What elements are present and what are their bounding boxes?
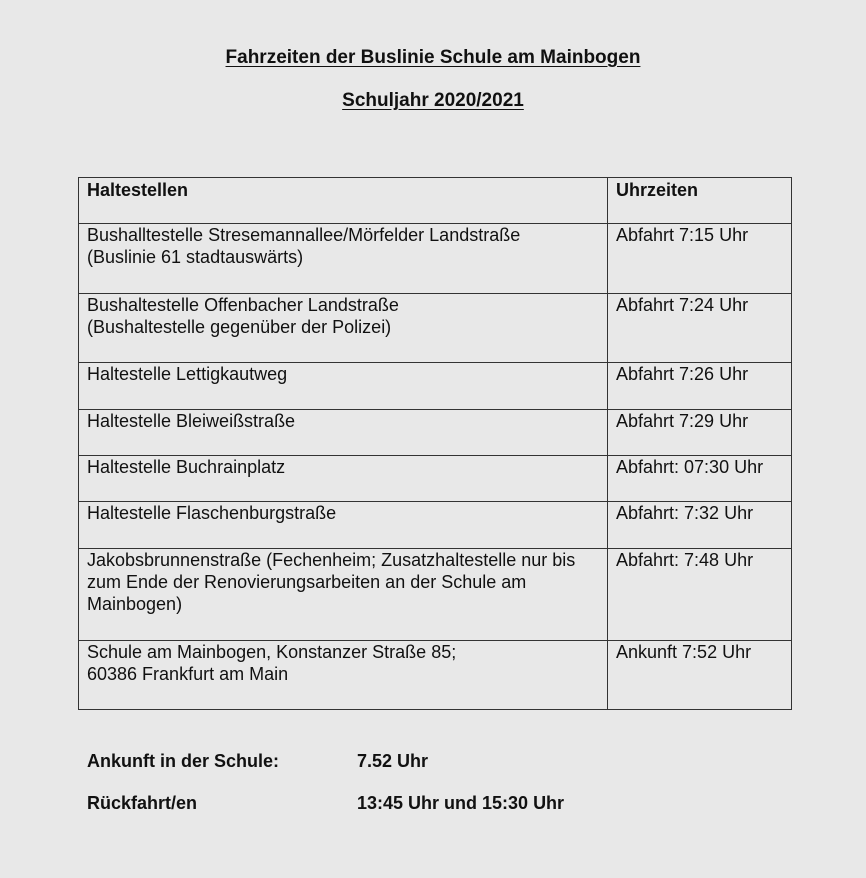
stop-cell	[79, 502, 608, 549]
stop-cell	[79, 410, 608, 456]
table-row	[79, 410, 792, 456]
time-cell: Abfahrt 7:24 Uhr	[608, 294, 792, 363]
stop-name: Jakobsbrunnenstraße (Fechenheim; Zusatzhaltestelle nur bis zum Ende der Renovierungsarbeiten an der Schule am Mainbogen)	[87, 550, 576, 614]
return-info	[87, 793, 564, 814]
stop-cell	[79, 363, 608, 410]
arrival-info	[87, 751, 428, 772]
time-cell: Abfahrt: 7:32 Uhr	[608, 502, 792, 549]
document-title: Fahrzeiten der Buslinie Schule am Mainbogen	[225, 47, 641, 68]
time-cell: Ankunft 7:52 Uhr	[608, 641, 792, 710]
stop-note: (Buslinie 61 stadtauswärts)	[87, 247, 304, 267]
table-row	[79, 224, 792, 294]
table-row	[79, 502, 792, 549]
stop-cell	[79, 549, 608, 641]
header-stops: Haltestellen	[79, 178, 608, 224]
schedule-table	[78, 177, 792, 710]
stop-name: Haltestelle Bleiweißstraße	[87, 411, 296, 431]
stop-name: Schule am Mainbogen, Konstanzer Straße 85;	[87, 642, 457, 662]
table-row	[79, 456, 792, 502]
table-row	[79, 641, 792, 710]
stop-name: Bushalltestelle Stresemannallee/Mörfelder Landstraße	[87, 225, 521, 245]
time-cell: Abfahrt 7:26 Uhr	[608, 363, 792, 410]
stop-name: Haltestelle Buchrainplatz	[87, 457, 286, 477]
time-cell: Abfahrt 7:29 Uhr	[608, 410, 792, 456]
arrival-label: Ankunft in der Schule:	[87, 751, 280, 771]
stop-name: Haltestelle Flaschenburgstraße	[87, 503, 337, 523]
time-cell: Abfahrt: 7:48 Uhr	[608, 549, 792, 641]
stop-note: (Bushaltestelle gegenüber der Polizei)	[87, 317, 392, 337]
return-label: Rückfahrt/en	[87, 793, 198, 813]
document-subtitle: Schuljahr 2020/2021	[342, 90, 524, 111]
return-value: 13:45 Uhr und 15:30 Uhr	[357, 793, 565, 813]
table-row	[79, 363, 792, 410]
stop-cell	[79, 294, 608, 363]
stop-name: Haltestelle Lettigkautweg	[87, 364, 288, 384]
arrival-value: 7.52 Uhr	[357, 751, 429, 771]
table-row	[79, 294, 792, 363]
stop-cell	[79, 224, 608, 294]
stop-cell	[79, 641, 608, 710]
table-row	[79, 549, 792, 641]
time-cell: Abfahrt 7:15 Uhr	[608, 224, 792, 294]
header-times: Uhrzeiten	[608, 178, 792, 224]
time-cell: Abfahrt: 07:30 Uhr	[608, 456, 792, 502]
table-header-row	[79, 178, 792, 224]
stop-cell	[79, 456, 608, 502]
stop-name: Bushaltestelle Offenbacher Landstraße	[87, 295, 399, 315]
stop-address: 60386 Frankfurt am Main	[87, 664, 289, 684]
